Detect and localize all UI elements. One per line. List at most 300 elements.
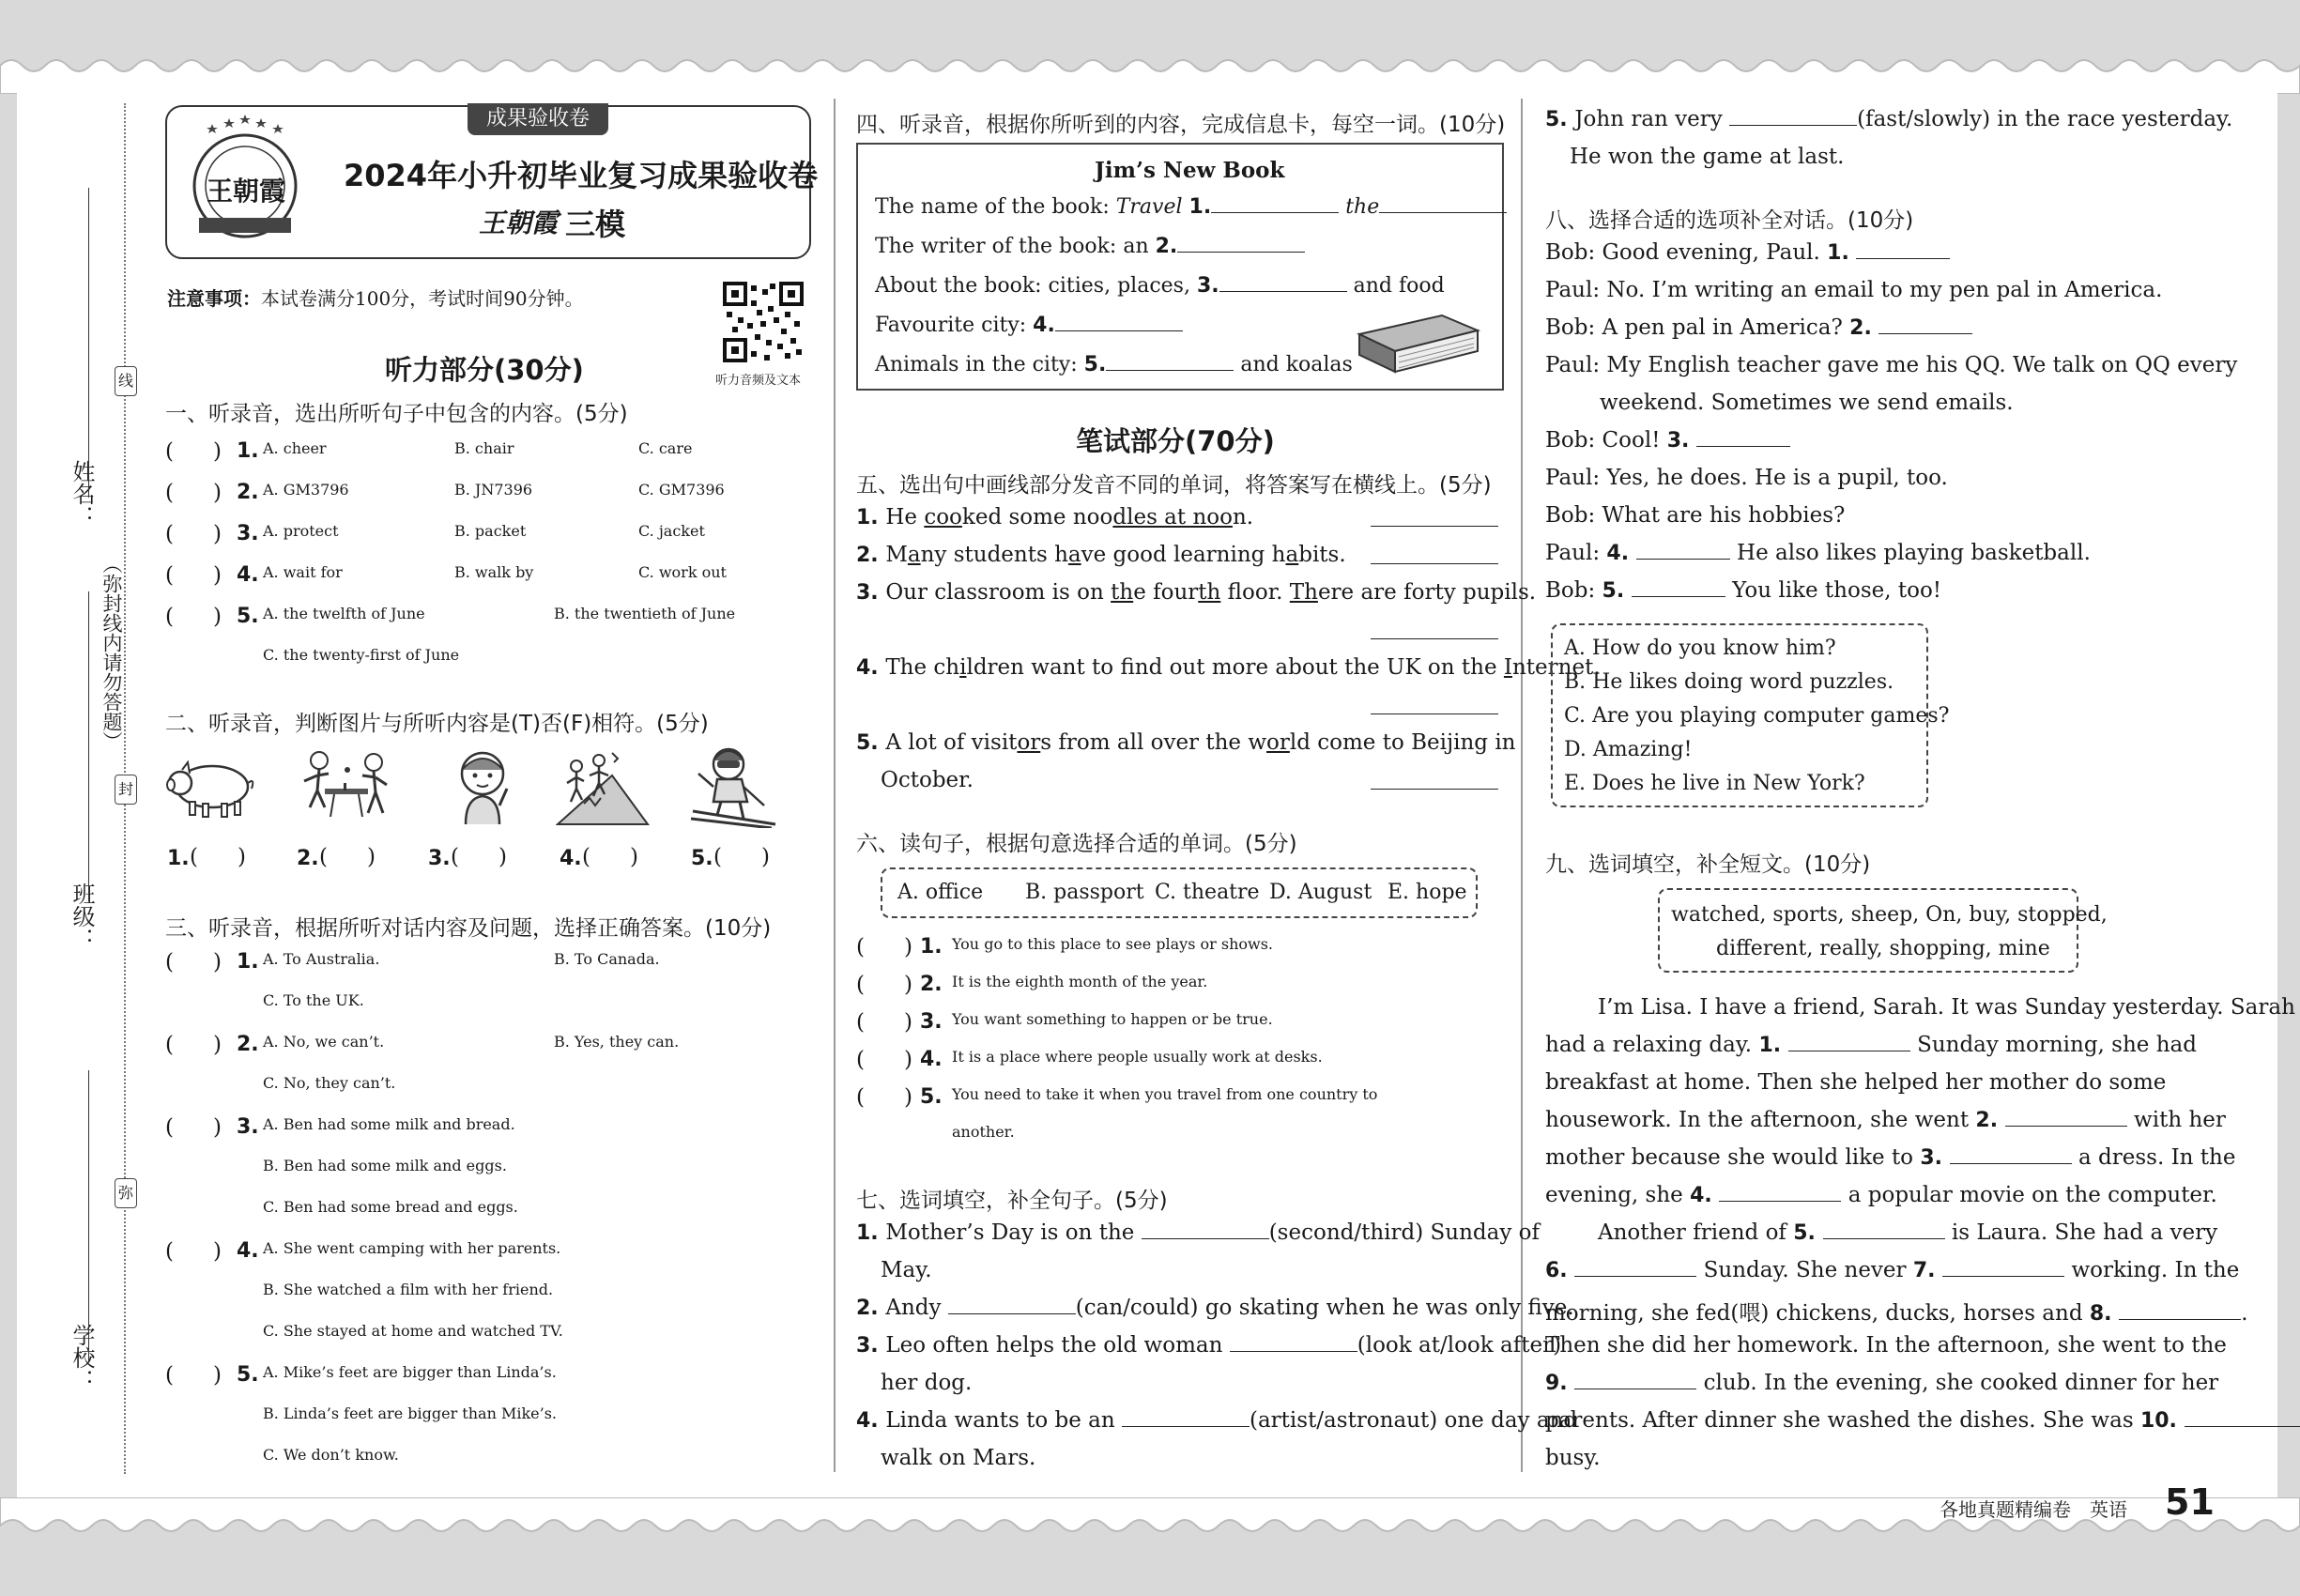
answer-blank[interactable]: [1856, 258, 1950, 259]
question-continuation: He won the game at last.: [1570, 145, 1845, 169]
answer-blank[interactable]: [1823, 1238, 1945, 1239]
question-number: 3.: [856, 581, 886, 605]
name-field[interactable]: [88, 188, 89, 498]
dialogue-text: He also likes playing basketball.: [1729, 541, 2091, 565]
option-c: C. GM7396: [638, 481, 725, 499]
option-b: B. To Canada.: [554, 950, 660, 968]
word-option: A. office: [897, 881, 984, 904]
blank-number: 5.: [1083, 353, 1107, 376]
book-icon: [1352, 310, 1483, 377]
picture-answer-bracket[interactable]: ( ): [582, 845, 638, 869]
option-b: B. Yes, they can.: [554, 1033, 680, 1051]
logo-text: 王朝霞: [207, 176, 286, 207]
sentence-text: A lot of visit: [885, 730, 1018, 755]
blank-number: 10.: [2139, 1409, 2185, 1433]
question-number: 4.: [237, 563, 259, 587]
passage-line: [1545, 1371, 2218, 1395]
blank-number: 6.: [1545, 1259, 1575, 1282]
info-row-1-label: The name of the book:: [875, 195, 1116, 219]
question-text: You want something to happen or be true.: [952, 1010, 1273, 1028]
dialogue-option: E. Does he live in New York?: [1564, 772, 1865, 795]
answer-blank[interactable]: [2119, 1319, 2241, 1320]
underlined-letters: a: [1067, 543, 1081, 567]
question-text: Linda wants to be an: [885, 1408, 1122, 1433]
option-b: B. the twentieth of June: [554, 605, 736, 622]
option-c: C. To the UK.: [263, 991, 364, 1009]
passage-line: [1598, 995, 2295, 1020]
passage-text: morning, she fed(喂) chickens, ducks, horses and: [1545, 1301, 2090, 1326]
answer-blank[interactable]: [1729, 125, 1857, 126]
answer-bracket[interactable]: ( ): [165, 950, 222, 974]
dialogue-text: Good evening, Paul.: [1602, 240, 1828, 265]
question-number: 5.: [920, 1085, 943, 1109]
passage-text: is Laura. She had a very: [1944, 1220, 2218, 1245]
pig-picture-icon: [163, 751, 257, 821]
blank-number: 4.: [1690, 1184, 1720, 1207]
passage-line: [1545, 1258, 2239, 1282]
dialogue-line: [1545, 315, 1972, 340]
table-tennis-picture-icon: [297, 747, 394, 824]
passage-text: Another friend of: [1598, 1220, 1794, 1245]
option-a: A. No, we can’t.: [263, 1033, 385, 1051]
picture-answer-bracket[interactable]: ( ): [451, 845, 507, 869]
sentence-text: s from all over the w: [1040, 730, 1267, 755]
option-c: C. Ben had some bread and eggs.: [263, 1198, 518, 1216]
passage-line: [1545, 1408, 2300, 1433]
question-hint: (look at/look after): [1357, 1333, 1562, 1358]
option-c: C. She stayed at home and watched TV.: [263, 1322, 563, 1340]
dialogue-line: [1545, 353, 2237, 377]
question-number: 5.: [237, 1363, 259, 1387]
speaker: Paul:: [1545, 353, 1607, 377]
page-number: 51: [2165, 1481, 2215, 1523]
question-continuation: May.: [881, 1258, 932, 1282]
question-number: 4.: [237, 1239, 259, 1263]
answer-bracket[interactable]: ( ): [856, 1010, 912, 1035]
question-number: 2.: [856, 544, 886, 567]
underlined-letters: i: [959, 655, 967, 680]
answer-blank[interactable]: [948, 1313, 1076, 1314]
question-number: 2.: [856, 1297, 886, 1320]
answer-bracket[interactable]: ( ): [856, 973, 912, 997]
passage-line: [1545, 1296, 2248, 1327]
blank-number: 9.: [1545, 1372, 1575, 1395]
passage-text: Then she did her homework. In the afternoon, she went to the: [1545, 1333, 2227, 1358]
blank-number: 5.: [1602, 579, 1632, 603]
info-row-3-suffix: and food: [1353, 274, 1445, 298]
notice-text: 本试卷满分100分，考试时间90分钟。: [261, 287, 584, 310]
picture-answer-bracket[interactable]: ( ): [713, 845, 770, 869]
question-text: It is a place where people usually work at desks.: [952, 1048, 1323, 1066]
info-row-5-suffix: and koalas: [1240, 353, 1353, 376]
info-card-title: Jim’s New Book: [1095, 158, 1285, 183]
section-4-title: 四、听录音，根据你所听到的内容，完成信息卡，每空一词。(10分): [856, 113, 1506, 137]
section-2-title: 二、听录音，判断图片与所听内容是(T)否(F)相符。(5分): [165, 712, 709, 736]
option-c: C. the twenty-first of June: [263, 646, 460, 664]
blank-number: 4.: [1606, 542, 1636, 565]
sentence-text: ked some noo: [961, 505, 1113, 529]
speaker: Paul:: [1545, 541, 1607, 565]
question-number: 5.: [237, 605, 259, 628]
sentence-text: nd out more about the UK on the: [1134, 655, 1504, 680]
answer-bracket[interactable]: ( ): [165, 563, 222, 588]
answer-line[interactable]: [1371, 638, 1498, 639]
class-label: 班级：: [69, 882, 95, 950]
school-label: 学校：: [69, 1324, 95, 1391]
dialogue-text: What are his hobbies?: [1602, 503, 1846, 528]
dialogue-line: [1545, 240, 1950, 265]
section-6-title: 六、读句子，根据句意选择合适的单词。(5分): [856, 832, 1297, 856]
question-number: 1.: [856, 506, 886, 529]
speaker: Bob:: [1545, 240, 1602, 265]
answer-blank[interactable]: [2005, 1126, 2127, 1127]
dialogue-line: [1545, 541, 2091, 565]
section-9-words-line-1: watched, sports, sheep, On, buy, stopped,: [1671, 903, 2108, 927]
word-option: B. passport: [1025, 881, 1144, 904]
underlined-letters: or: [1017, 730, 1041, 755]
blank-number: 3.: [1666, 429, 1697, 453]
picture-number: 2.: [297, 847, 319, 870]
logo: [186, 113, 304, 244]
dialogue-option: C. Are you playing computer games?: [1564, 704, 1950, 728]
info-row-3: [875, 274, 1445, 298]
passage-line: [1545, 1033, 2197, 1057]
blank-number: 5.: [1793, 1221, 1823, 1245]
passage-text: a dress. In the: [2071, 1145, 2236, 1170]
answer-bracket[interactable]: ( ): [165, 1363, 222, 1388]
blank-2[interactable]: [1177, 252, 1305, 253]
sentence-text: The ch: [885, 655, 960, 680]
info-row-4: [875, 314, 1183, 337]
picture-answer-bracket[interactable]: ( ): [319, 845, 376, 869]
answer-bracket[interactable]: ( ): [856, 1048, 912, 1072]
answer-bracket[interactable]: ( ): [165, 439, 222, 464]
question-continuation: her dog.: [881, 1371, 973, 1395]
speaker: Bob:: [1545, 315, 1602, 340]
option-a: A. wait for: [263, 563, 343, 581]
option-a: A. protect: [263, 522, 339, 540]
passage-text: working. In the: [2064, 1258, 2240, 1282]
underlined-letters: a: [907, 543, 921, 567]
option-a: A. To Australia.: [263, 950, 380, 968]
exam-title: 2024年小升初毕业复习成果验收卷: [344, 158, 819, 193]
section-7-title: 七、选词填空，补全句子。(5分): [856, 1189, 1168, 1213]
name-label: 姓名：: [69, 460, 95, 528]
blank-1[interactable]: [1211, 212, 1339, 213]
question-number: 3.: [920, 1010, 943, 1034]
question-number: 5.: [856, 731, 886, 755]
question-number: 3.: [856, 1334, 886, 1358]
fill-in-question: [856, 1220, 1540, 1245]
section-3-title: 三、听录音，根据所听对话内容及问题，选择正确答案。(10分): [165, 916, 772, 941]
word-option: D. August: [1269, 881, 1372, 904]
option-b: B. walk by: [454, 563, 534, 581]
passage-text: I’m Lisa. I have a friend, Sarah. It was Sunday yesterday. Sarah: [1598, 995, 2295, 1020]
passage-text: parents. After dinner she washed the dishes. She was: [1545, 1408, 2140, 1433]
answer-blank[interactable]: [1632, 596, 1725, 597]
blank-number: 1.: [1827, 241, 1857, 265]
info-row-1-the: the: [1345, 195, 1380, 219]
passage-line: [1545, 1446, 1601, 1470]
sentence-text: ve good learning h: [1081, 543, 1286, 567]
answer-bracket[interactable]: ( ): [165, 1115, 222, 1140]
sentence-text: floor.: [1220, 580, 1290, 605]
underlined-letters: Th: [1289, 580, 1318, 605]
answer-blank[interactable]: [1950, 1163, 2072, 1164]
column-divider-2: [1521, 99, 1523, 1472]
dialogue-line: [1545, 503, 1845, 528]
column-divider-1: [834, 99, 836, 1472]
question-hint: (can/could) go skating when he was only five.: [1075, 1296, 1574, 1320]
dialogue-text: You like those, too!: [1725, 578, 1942, 603]
sentence-text: bits.: [1298, 543, 1346, 567]
passage-text: busy.: [1545, 1446, 1601, 1470]
answer-bracket[interactable]: ( ): [856, 935, 912, 959]
dialogue-option: D. Amazing!: [1564, 738, 1693, 761]
pronunciation-question: [856, 655, 1601, 680]
passage-text: evening, she: [1545, 1183, 1691, 1207]
picture-number: 4.: [560, 847, 582, 870]
blank-number: 2.: [1849, 316, 1879, 340]
dialogue-line: [1545, 428, 1790, 453]
question-hint: (second/third) Sunday of: [1268, 1220, 1541, 1245]
info-row-3-label: About the book: cities, places,: [875, 274, 1197, 298]
dialogue-line: [1545, 578, 1941, 603]
question-number: 2.: [920, 973, 943, 996]
dialogue-text: A pen pal in America?: [1602, 315, 1850, 340]
passage-line: [1598, 1220, 2217, 1245]
picture-number: 3.: [428, 847, 451, 870]
school-field[interactable]: [88, 1070, 89, 1361]
answer-bracket[interactable]: ( ): [165, 481, 222, 505]
section-1-title: 一、听录音，选出所听句子中包含的内容。(5分): [165, 402, 628, 426]
question-number: 2.: [237, 481, 259, 504]
blank-number: 1.: [1758, 1034, 1788, 1057]
blank-number: 2.: [1155, 235, 1178, 258]
speaker: Paul:: [1545, 278, 1607, 302]
answer-blank[interactable]: [1574, 1276, 1696, 1277]
speaker: Bob:: [1545, 428, 1602, 453]
speaker: Bob:: [1545, 578, 1602, 603]
dialogue-text: Cool!: [1602, 428, 1667, 453]
option-b: B. Ben had some milk and eggs.: [263, 1157, 507, 1174]
question-number: 1.: [237, 950, 259, 974]
blank-number: 3.: [1920, 1146, 1950, 1170]
question-text: You need to take it when you travel from one country to: [952, 1085, 1378, 1103]
fill-in-question: [1545, 107, 2232, 131]
speaker: Bob:: [1545, 503, 1602, 528]
passage-line: [1545, 1183, 2217, 1207]
picture-answer-bracket[interactable]: ( ): [190, 845, 246, 869]
question-hint: (fast/slowly) in the race yesterday.: [1857, 107, 2233, 131]
sentence-text: M: [885, 543, 908, 567]
question-text: Andy: [885, 1296, 948, 1320]
passage-text: with her: [2126, 1108, 2226, 1132]
option-a: A. cheer: [263, 439, 327, 457]
hiking-picture-icon: [556, 747, 650, 826]
footer-text: 各地真题精编卷 英语: [1940, 1498, 2127, 1521]
question-text: John ran very: [1574, 107, 1730, 131]
class-field[interactable]: [88, 591, 89, 901]
dialogue-text: My English teacher gave me his QQ. We talk on QQ every: [1606, 353, 2238, 377]
question-text: It is the eighth month of the year.: [952, 973, 1208, 990]
passage-line: [1545, 1108, 2226, 1132]
answer-blank[interactable]: [2185, 1426, 2300, 1427]
option-b: B. packet: [454, 522, 527, 540]
dialogue-line: [1545, 278, 2162, 302]
answer-blank[interactable]: [1696, 446, 1790, 447]
brand-name: 王朝霞: [479, 207, 559, 238]
fill-in-question: [856, 1333, 1561, 1358]
pronunciation-question: [856, 505, 1253, 529]
answer-blank[interactable]: [1636, 559, 1730, 560]
blank-number: 8.: [2089, 1302, 2120, 1326]
picture-number: 5.: [691, 847, 713, 870]
passage-text: Sunday. She never: [1696, 1258, 1913, 1282]
sentence-text: ere are forty pupils.: [1317, 580, 1537, 605]
info-row-2: [875, 235, 1305, 258]
option-a: A. She went camping with her parents.: [263, 1239, 561, 1257]
seal-mark-mi: 弥: [115, 1178, 137, 1208]
passage-text: breakfast at home. Then she helped her mother do some: [1545, 1070, 2167, 1095]
info-row-1: [875, 195, 1507, 219]
question-number: 1.: [920, 935, 943, 959]
option-a: A. Ben had some milk and bread.: [263, 1115, 515, 1133]
answer-blank[interactable]: [1719, 1201, 1841, 1202]
passage-line: [1545, 1333, 2227, 1358]
question-continuation: another.: [952, 1123, 1015, 1141]
info-row-1-book: Travel: [1115, 195, 1183, 219]
sentence-text: Our classroom is on: [885, 580, 1112, 605]
speaker: Paul:: [1545, 466, 1607, 490]
option-a: A. GM3796: [263, 481, 349, 499]
sentence-text: ny students h: [920, 543, 1068, 567]
option-b: B. She watched a film with her friend.: [263, 1281, 554, 1298]
info-row-5-label: Animals in the city:: [875, 353, 1084, 376]
qr-code-icon[interactable]: [723, 282, 804, 362]
picture-number: 1.: [167, 847, 190, 870]
question-number: 3.: [237, 1115, 259, 1139]
info-row-4-label: Favourite city:: [875, 314, 1034, 337]
blank-number: 2.: [1975, 1109, 2005, 1132]
fill-in-question: [856, 1296, 1574, 1320]
passage-text: .: [2241, 1301, 2248, 1326]
question-number: 1.: [856, 1221, 886, 1245]
seal-mark-seal: 封: [115, 775, 137, 805]
sentence-text: ld come to Beijing in: [1289, 730, 1516, 755]
underlined-letters: coo: [924, 505, 962, 529]
question-text: Leo often helps the old woman: [885, 1333, 1230, 1358]
word-option: E. hope: [1388, 881, 1467, 904]
option-c: C. jacket: [638, 522, 705, 540]
question-number: 5.: [1545, 108, 1575, 131]
option-c: C. We don’t know.: [263, 1446, 399, 1464]
sentence-continuation: October.: [881, 768, 974, 792]
sentence-text: nternet.: [1511, 655, 1601, 680]
blank-5[interactable]: [1106, 370, 1234, 371]
writing-section-title: 笔试部分(70分): [1076, 425, 1275, 457]
option-a: A. the twelfth of June: [263, 605, 425, 622]
passage-line: [1545, 1145, 2235, 1170]
question-hint: (artist/astronaut) one day and: [1249, 1408, 1578, 1433]
passage-text: a popular movie on the computer.: [1841, 1183, 2217, 1207]
blank-3[interactable]: [1219, 291, 1347, 292]
info-row-2-label: The writer of the book: an: [875, 235, 1156, 258]
section-5-title: 五、选出句中画线部分发音不同的单词，将答案写在横线上。(5分): [856, 473, 1492, 498]
answer-blank[interactable]: [1942, 1276, 2064, 1277]
answer-bracket[interactable]: ( ): [165, 605, 222, 629]
question-number: 3.: [237, 522, 259, 545]
blank-1b[interactable]: [1379, 212, 1507, 213]
answer-line[interactable]: [1371, 526, 1498, 527]
skiing-picture-icon: [689, 745, 779, 828]
answer-blank[interactable]: [1878, 333, 1972, 334]
answer-blank[interactable]: [1230, 1351, 1357, 1352]
blank-number: 3.: [1196, 274, 1219, 298]
sentence-text: e four: [1133, 580, 1199, 605]
answer-blank[interactable]: [1122, 1426, 1250, 1427]
section-9-title: 九、选词填空，补全短文。(10分): [1545, 852, 1871, 877]
notice-label: 注意事项：: [167, 287, 261, 310]
dialogue-text: Yes, he does. He is a pupil, too.: [1606, 466, 1948, 490]
dialogue-continuation: weekend. Sometimes we send emails.: [1600, 391, 2014, 415]
blank-4[interactable]: [1055, 330, 1183, 331]
dialogue-option: B. He likes doing word puzzles.: [1564, 670, 1894, 694]
underlined-letters: th: [1111, 580, 1134, 605]
answer-blank[interactable]: [1142, 1238, 1269, 1239]
answer-bracket[interactable]: ( ): [165, 1033, 222, 1057]
header-banner: 成果验收卷: [468, 103, 608, 135]
underlined-letters: th: [1198, 580, 1221, 605]
passage-text: housework. In the afternoon, she went: [1545, 1108, 1976, 1132]
blank-number: 1.: [1188, 195, 1212, 219]
underlined-letters: I: [1503, 655, 1512, 680]
question-text: Mother’s Day is on the: [885, 1220, 1142, 1245]
passage-text: club. In the evening, she cooked dinner for her: [1696, 1371, 2219, 1395]
blank-number: 7.: [1912, 1259, 1943, 1282]
question-text: You go to this place to see plays or shows.: [952, 935, 1273, 953]
answer-bracket[interactable]: ( ): [165, 1239, 222, 1264]
option-b: B. JN7396: [454, 481, 533, 499]
answer-line[interactable]: [1371, 563, 1498, 564]
underlined-letters: a: [1285, 543, 1299, 567]
question-number: 1.: [237, 439, 259, 463]
dialogue-line: [1545, 466, 1948, 490]
question-number: 4.: [856, 656, 886, 680]
question-continuation: walk on Mars.: [881, 1446, 1036, 1470]
sentence-text: ldren want to f: [966, 655, 1135, 680]
option-a: A. Mike’s feet are bigger than Linda’s.: [263, 1363, 557, 1381]
section-9-words-line-2: different, really, shopping, mine: [1716, 937, 2050, 960]
dialogue-option: A. How do you know him?: [1564, 637, 1836, 660]
option-c: C. work out: [638, 563, 727, 581]
section-8-title: 八、选择合适的选项补全对话。(10分): [1545, 208, 1914, 233]
sentence-text: n.: [1232, 505, 1254, 529]
passage-text: mother because she would like to: [1545, 1145, 1921, 1170]
word-option: C. theatre: [1155, 881, 1260, 904]
girl-picture-icon: [447, 747, 518, 826]
sentence-text: He: [885, 505, 925, 529]
question-number: 4.: [856, 1409, 886, 1433]
answer-line[interactable]: [1371, 789, 1498, 790]
qr-caption: 听力音频及文本: [715, 374, 802, 388]
seal-warning: （弥封线内请勿答题）: [100, 554, 123, 751]
answer-bracket[interactable]: ( ): [165, 522, 222, 546]
exam-notice: [167, 284, 584, 311]
answer-bracket[interactable]: ( ): [856, 1085, 912, 1110]
question-number: 2.: [237, 1033, 259, 1056]
info-row-5: [875, 353, 1353, 376]
